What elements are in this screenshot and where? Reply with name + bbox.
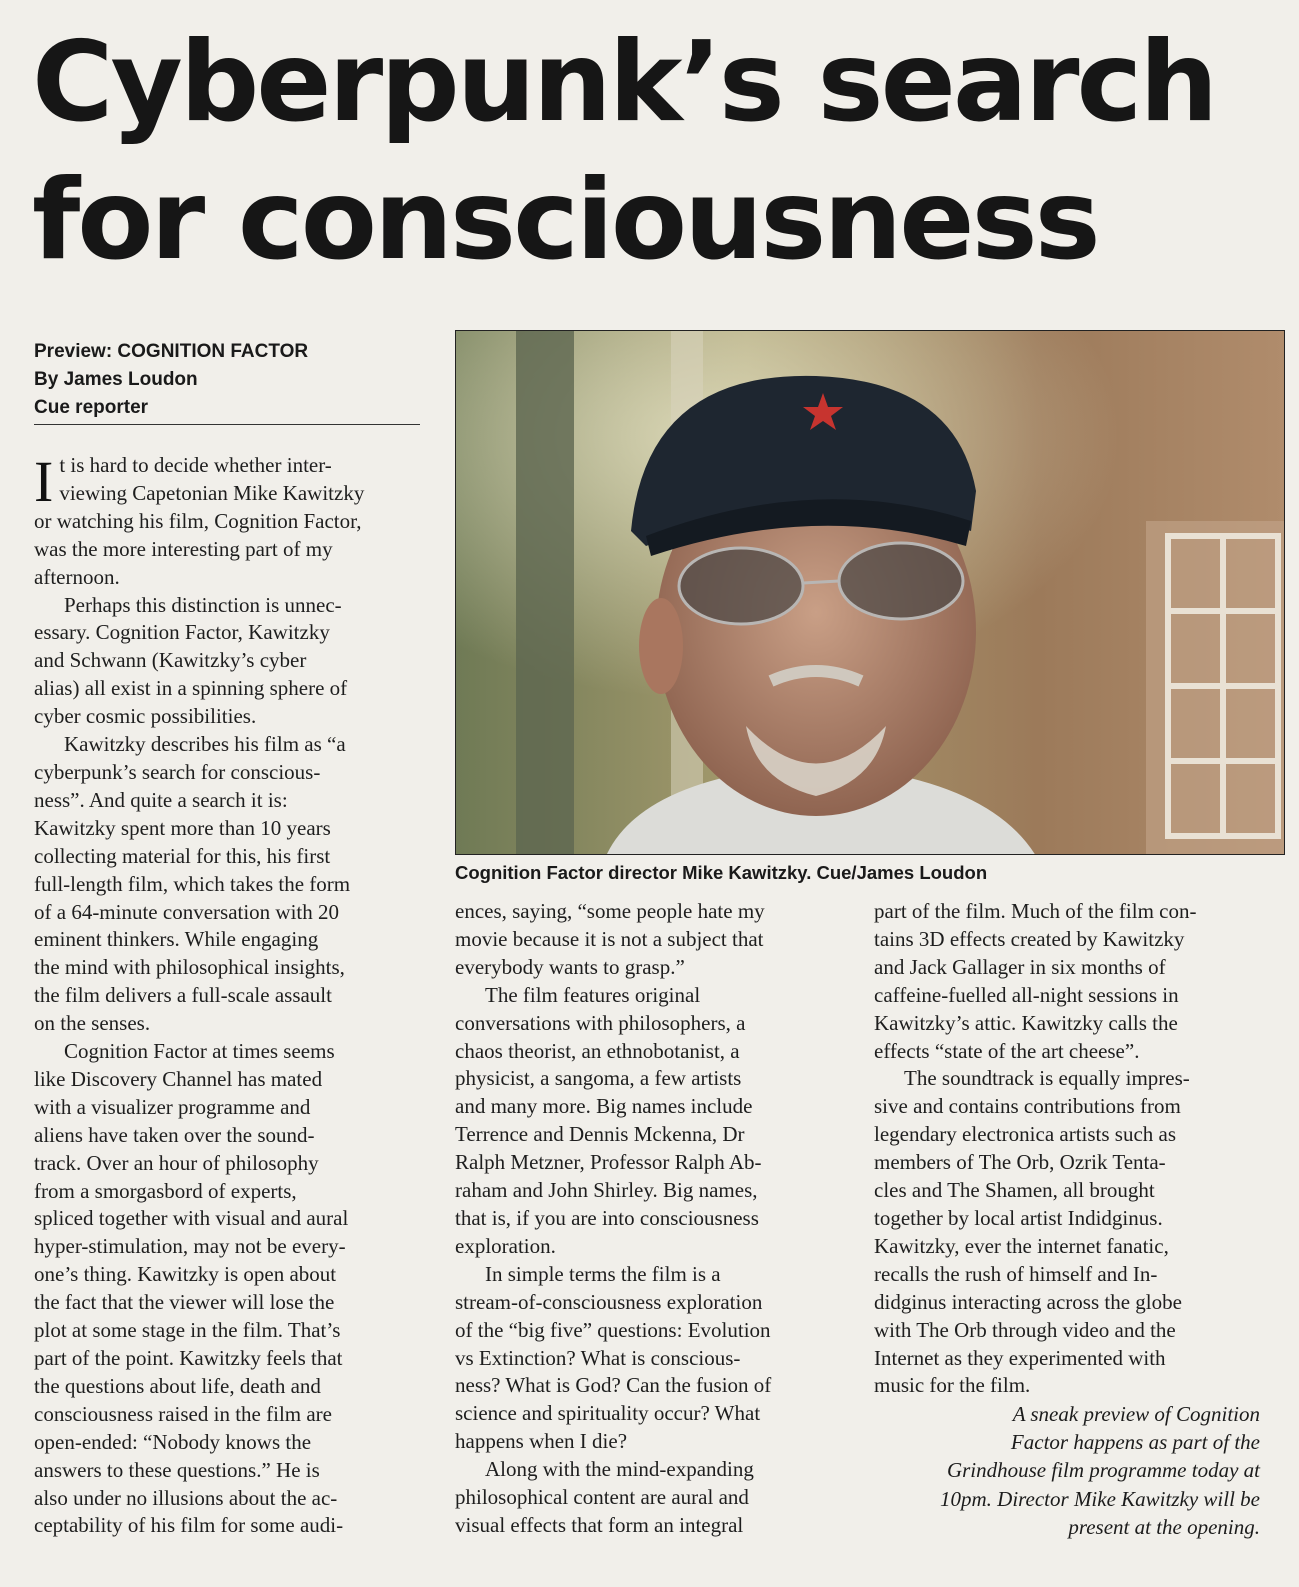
article-line: aliens have taken over the sound- bbox=[34, 1122, 315, 1147]
article-line: full-length film, which takes the form bbox=[34, 871, 351, 896]
article-line: cyberpunk’s search for conscious- bbox=[34, 759, 321, 784]
article-line: caffeine-fuelled all-night sessions in bbox=[874, 982, 1179, 1007]
article-line: and Schwann (Kawitzky’s cyber bbox=[34, 648, 307, 673]
article-line: movie because it is not a subject that bbox=[455, 926, 764, 951]
article-line: ness? What is God? Can the fusion of bbox=[455, 1373, 772, 1398]
article-line: exploration. bbox=[455, 1233, 556, 1258]
article-line: Ralph Metzner, Professor Ralph Ab- bbox=[455, 1150, 762, 1175]
article-line: conversations with philosophers, a bbox=[455, 1010, 746, 1035]
article-line: recalls the rush of himself and In- bbox=[874, 1261, 1158, 1286]
article-photo bbox=[455, 330, 1285, 855]
article-line: viewing Capetonian Mike Kawitzky bbox=[59, 480, 365, 505]
article-line: The film features original bbox=[485, 982, 701, 1007]
article-line: science and spirituality occur? What bbox=[455, 1401, 761, 1426]
article-line: one’s thing. Kawitzky is open about bbox=[34, 1262, 337, 1287]
article-line: chaos theorist, an ethnobotanist, a bbox=[455, 1038, 740, 1063]
article-line: part of the point. Kawitzky feels that bbox=[34, 1346, 343, 1370]
article-line: Kawitzky’s attic. Kawitzky calls the bbox=[874, 1010, 1178, 1035]
article-line: the questions about life, death and bbox=[34, 1373, 321, 1398]
article-line: also under no illusions about the ac- bbox=[34, 1485, 338, 1510]
article-line: Perhaps this distinction is unnec- bbox=[64, 592, 342, 617]
article-line: happens when I die? bbox=[455, 1429, 628, 1454]
article-line: and Jack Gallager in six months of bbox=[874, 954, 1166, 979]
article-line: consciousness raised in the film are bbox=[34, 1401, 332, 1426]
article-line: cyber cosmic possibilities. bbox=[34, 704, 257, 729]
article-line: vs Extinction? What is conscious- bbox=[455, 1345, 741, 1370]
article-column-3 bbox=[874, 898, 1264, 1400]
article-line: Kawitzky describes his film as “a bbox=[64, 732, 346, 757]
article-line: Terrence and Dennis Mckenna, Dr bbox=[455, 1122, 745, 1147]
article-line: essary. Cognition Factor, Kawitzky bbox=[34, 620, 330, 645]
article-line: raham and John Shirley. Big names, bbox=[455, 1178, 758, 1203]
author-role: Cue reporter bbox=[34, 397, 149, 418]
byline bbox=[34, 338, 420, 425]
preview-label: Preview: COGNITION FACTOR bbox=[34, 341, 309, 362]
article-line: track. Over an hour of philosophy bbox=[34, 1150, 319, 1175]
event-note-line: Grindhouse film programme today at bbox=[946, 1458, 1260, 1483]
article-line: like Discovery Channel has mated bbox=[34, 1066, 323, 1091]
article-line: with The Orb through video and the bbox=[874, 1317, 1176, 1342]
article-line: legendary electronica artists such as bbox=[874, 1122, 1177, 1147]
article-line: spliced together with visual and aural bbox=[34, 1206, 349, 1231]
article-line: In simple terms the film is a bbox=[485, 1261, 721, 1286]
article-line: members of The Orb, Ozrik Tenta- bbox=[874, 1150, 1166, 1175]
drop-cap: I bbox=[34, 449, 54, 514]
article-line: ness”. And quite a search it is: bbox=[34, 787, 288, 812]
event-note-line: present at the opening. bbox=[1068, 1514, 1260, 1539]
article-line: Kawitzky, ever the internet fanatic, bbox=[874, 1233, 1169, 1258]
photo-caption: Cognition Factor director Mike Kawitzky. Cue/James Loudon bbox=[455, 862, 988, 883]
article-line: t is hard to decide whether inter- bbox=[59, 453, 332, 477]
article-line: collecting material for this, his first bbox=[34, 843, 331, 868]
article-line: alias) all exist in a spinning sphere of bbox=[34, 676, 348, 701]
article-line: of the “big five” questions: Evolution bbox=[455, 1317, 771, 1342]
article-line: eminent thinkers. While engaging bbox=[34, 927, 319, 952]
article-line: philosophical content are aural and bbox=[455, 1485, 749, 1510]
article-line: or watching his film, Cognition Factor, bbox=[34, 508, 362, 533]
article-line: ceptability of his film for some audi- bbox=[34, 1513, 344, 1538]
article-line: the fact that the viewer will lose the bbox=[34, 1290, 335, 1315]
event-note-line: Factor happens as part of the bbox=[1010, 1430, 1260, 1455]
article-column-2 bbox=[455, 898, 845, 1540]
article-line: of a 64-minute conversation with 20 bbox=[34, 899, 340, 924]
article-line: physicist, a sangoma, a few artists bbox=[455, 1066, 742, 1091]
article-line: cles and The Shamen, all brought bbox=[874, 1178, 1155, 1203]
article-line: sive and contains contributions from bbox=[874, 1094, 1181, 1119]
event-note-line: 10pm. Director Mike Kawitzky will be bbox=[939, 1486, 1260, 1511]
article-line: Internet as they experimented with bbox=[874, 1345, 1166, 1370]
author: By James Loudon bbox=[34, 369, 198, 390]
article-line: tains 3D effects created by Kawitzky bbox=[874, 926, 1185, 951]
headline-line-1: Cyberpunk’s search bbox=[32, 18, 1216, 147]
article-line: and many more. Big names include bbox=[455, 1094, 753, 1119]
article-line: from a smorgasbord of experts, bbox=[34, 1178, 297, 1203]
article-line: plot at some stage in the film. That’s bbox=[34, 1318, 341, 1343]
article-line: hyper-stimulation, may not be every- bbox=[34, 1234, 346, 1259]
article-line: stream-of-consciousness exploration bbox=[455, 1289, 763, 1314]
article-line: answers to these questions.” He is bbox=[34, 1457, 320, 1482]
article-line: was the more interesting part of my bbox=[34, 536, 333, 561]
article-line: the mind with philosophical insights, bbox=[34, 955, 345, 980]
article-column-1 bbox=[34, 449, 424, 1540]
article-line: Along with the mind-expanding bbox=[485, 1457, 754, 1482]
article-line: open-ended: “Nobody knows the bbox=[34, 1429, 312, 1454]
article-line: part of the film. Much of the film con- bbox=[874, 899, 1197, 923]
article-line: Kawitzky spent more than 10 years bbox=[34, 815, 331, 840]
article-line: music for the film. bbox=[874, 1373, 1031, 1398]
article-line: that is, if you are into consciousness bbox=[455, 1205, 759, 1230]
article-line: the film delivers a full-scale assault bbox=[34, 983, 332, 1008]
article-line: Cognition Factor at times seems bbox=[64, 1039, 335, 1064]
article-line: effects “state of the art cheese”. bbox=[874, 1038, 1140, 1063]
event-note-line: A sneak preview of Cognition bbox=[1012, 1402, 1260, 1426]
headline-line-2: for consciousness bbox=[32, 156, 1098, 285]
article-line: visual effects that form an integral bbox=[455, 1512, 744, 1537]
article-line: ences, saying, “some people hate my bbox=[455, 899, 765, 923]
article-line: together by local artist Indidginus. bbox=[874, 1205, 1163, 1230]
article-line: didginus interacting across the globe bbox=[874, 1289, 1182, 1314]
article-line: on the senses. bbox=[34, 1011, 151, 1036]
article-line: afternoon. bbox=[34, 564, 120, 589]
headline bbox=[32, 14, 1272, 290]
article-line: The soundtrack is equally impres- bbox=[904, 1066, 1190, 1091]
article-line: with a visualizer programme and bbox=[34, 1094, 311, 1119]
article-line: everybody wants to grasp.” bbox=[455, 954, 685, 979]
event-note bbox=[874, 1400, 1260, 1541]
